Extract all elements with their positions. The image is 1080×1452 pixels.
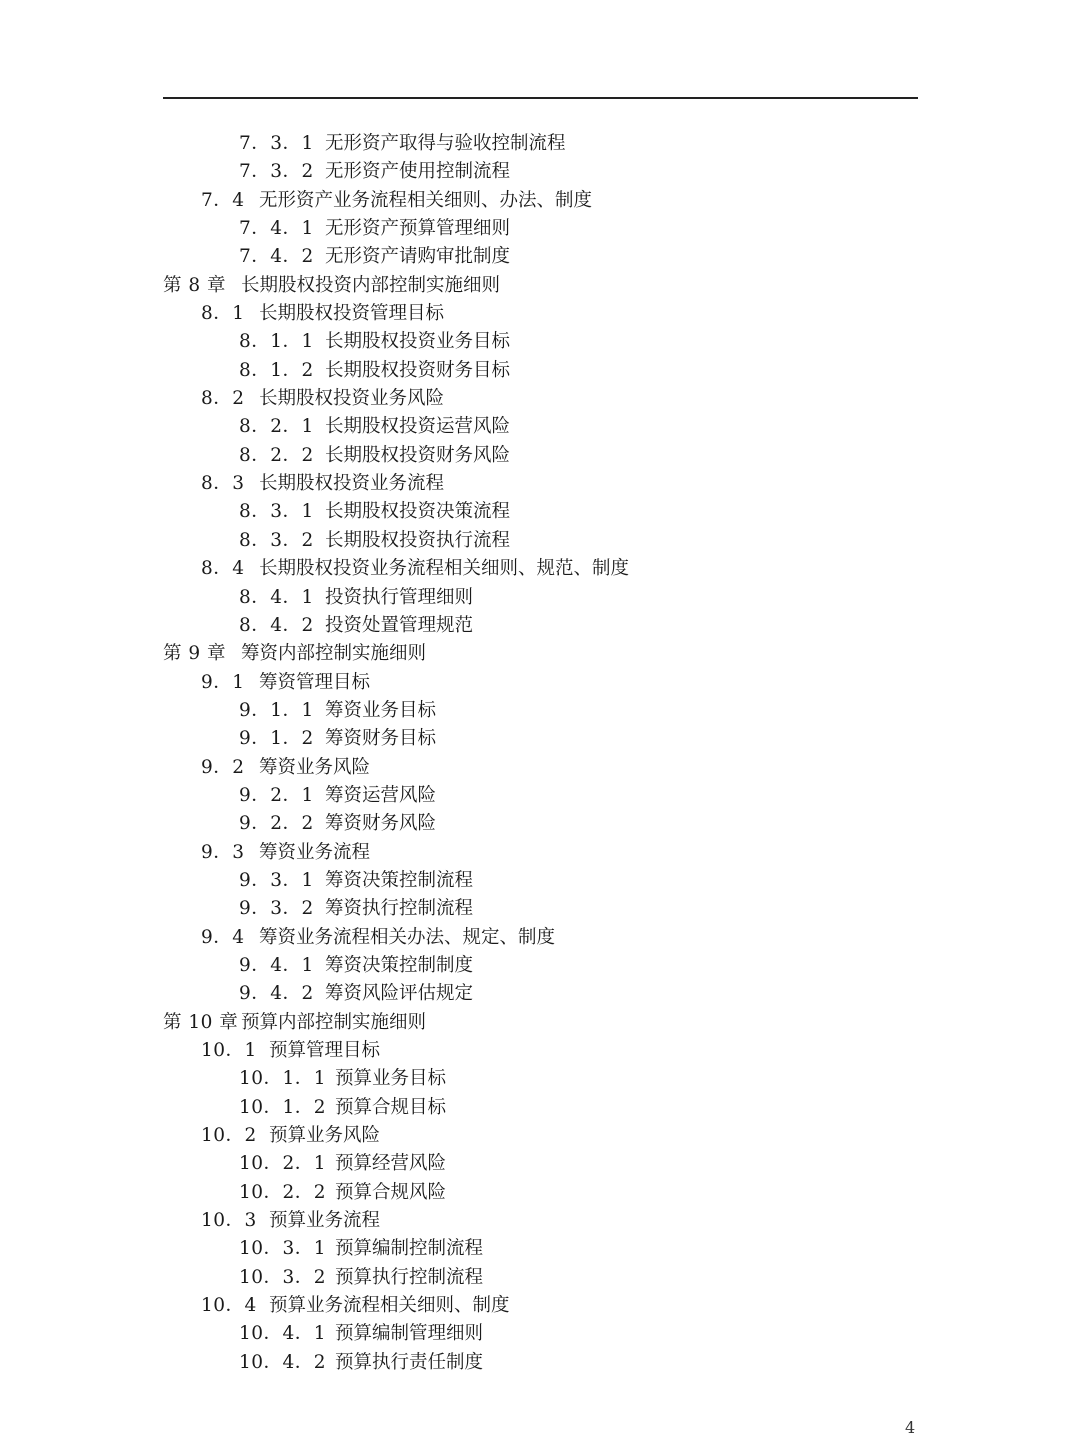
toc-entry-number: 8．2．1	[239, 416, 314, 438]
toc-entry-number: 8．3	[201, 473, 245, 495]
toc-entry-title: 无形资产取得与验收控制流程	[325, 133, 566, 154]
toc-subsection	[0, 1065, 1080, 1093]
toc-subsection	[0, 1179, 1080, 1207]
toc-entry-title: 长期股权投资业务流程	[259, 473, 445, 495]
toc-subsection	[0, 442, 1080, 470]
toc-entry-number: 8．4	[201, 558, 245, 580]
toc-entry-title: 筹资业务风险	[259, 756, 371, 778]
toc-entry-title: 预算内部控制实施细则	[241, 1011, 427, 1033]
toc-entry-number: 10．2	[201, 1125, 257, 1147]
toc-subsection	[0, 584, 1080, 612]
toc-entry-number: 10．3．2	[239, 1266, 327, 1288]
toc-entry-title: 长期股权投资运营风险	[325, 416, 511, 438]
toc-entry-title: 预算执行责任制度	[335, 1351, 484, 1373]
toc-entry-title: 长期股权投资执行流程	[325, 529, 511, 551]
toc-entry-title: 预算执行控制流程	[335, 1266, 484, 1288]
toc-entry-number: 8．3．1	[239, 501, 314, 523]
toc-entry-number: 10．4．1	[239, 1323, 327, 1345]
toc-entry-title: 筹资管理目标	[259, 671, 371, 693]
toc-section	[0, 754, 1080, 782]
toc-entry-number: 7．3．2	[239, 161, 314, 183]
toc-subsection	[0, 1094, 1080, 1122]
toc-entry-number: 10．2．2	[239, 1181, 327, 1203]
toc-entry-title: 长期股权投资业务目标	[325, 331, 511, 353]
toc-entry-title: 长期股权投资业务流程相关细则、规范、制度	[259, 558, 630, 580]
toc-entry-title: 投资执行管理细则	[325, 586, 474, 608]
toc-entry-number: 10．1．1	[239, 1068, 327, 1090]
toc-subsection	[0, 215, 1080, 243]
toc-entry-title: 投资处置管理规范	[325, 614, 474, 636]
toc-subsection	[0, 328, 1080, 356]
toc-subsection	[0, 243, 1080, 271]
toc-entry-number: 10．2．1	[239, 1153, 327, 1175]
toc-entry-title: 筹资财务风险	[325, 813, 437, 835]
toc-chapter	[0, 272, 1080, 300]
toc-entry-title: 预算管理目标	[269, 1040, 381, 1061]
toc-entry-title: 筹资决策控制制度	[325, 954, 474, 976]
toc-subsection	[0, 952, 1080, 980]
toc-subsection	[0, 413, 1080, 441]
toc-entry-number: 9．2	[201, 756, 245, 778]
toc-entry-number: 8．4．2	[239, 614, 314, 636]
toc-entry-number: 10．4．2	[239, 1351, 327, 1373]
toc-subsection	[0, 130, 1080, 158]
toc-subsection	[0, 158, 1080, 186]
toc-subsection	[0, 980, 1080, 1008]
toc-entry-title: 预算编制管理细则	[335, 1323, 484, 1345]
toc-subsection	[0, 725, 1080, 753]
toc-entry-number: 8．1．1	[239, 331, 314, 353]
toc-section	[0, 1207, 1080, 1235]
toc-entry-title: 预算业务目标	[335, 1068, 447, 1090]
toc-entry-number: 8．1	[201, 303, 245, 325]
toc-entry-number: 第 9 章	[163, 643, 227, 665]
toc-entry-number: 7．4．2	[239, 246, 314, 268]
toc-entry-number: 9．4．2	[239, 983, 314, 1005]
toc-entry-title: 预算合规目标	[335, 1096, 447, 1118]
toc-section	[0, 924, 1080, 952]
toc-entry-number: 8．1．2	[239, 359, 314, 381]
toc-entry-title: 长期股权投资决策流程	[325, 501, 511, 523]
toc-entry-title: 无形资产请购审批制度	[325, 246, 511, 268]
toc-section	[0, 300, 1080, 328]
toc-entry-title: 筹资执行控制流程	[325, 898, 474, 920]
toc-subsection	[0, 697, 1080, 725]
toc-entry-title: 预算合规风险	[335, 1181, 447, 1203]
toc-entry-number: 9．1．2	[239, 728, 314, 750]
toc-entry-number: 9．3．2	[239, 898, 314, 920]
toc-subsection	[0, 1320, 1080, 1348]
toc-entry-title: 筹资财务目标	[325, 728, 437, 750]
toc-entry-number: 8．3．2	[239, 529, 314, 551]
toc-entry-title: 长期股权投资财务风险	[325, 444, 511, 466]
toc-entry-number: 7．4	[201, 189, 245, 211]
toc-section	[0, 187, 1080, 215]
toc-entry-number: 9．4．1	[239, 954, 314, 976]
toc-entry-number: 10．1	[201, 1040, 257, 1061]
toc-entry-number: 10．3．1	[239, 1238, 327, 1260]
toc-entry-title: 无形资产使用控制流程	[325, 161, 511, 183]
toc-entry-title: 预算业务风险	[269, 1125, 381, 1147]
toc-entry-title: 筹资运营风险	[325, 784, 437, 806]
toc-entry-number: 第 8 章	[163, 274, 227, 296]
toc-section	[0, 1122, 1080, 1150]
toc-chapter	[0, 1009, 1080, 1037]
toc-section	[0, 385, 1080, 413]
toc-entry-number: 7．4．1	[239, 218, 314, 240]
toc-entry-title: 筹资业务目标	[325, 699, 437, 721]
toc-entry-number: 9．2．1	[239, 784, 314, 806]
toc-subsection	[0, 1349, 1080, 1377]
toc-entry-title: 长期股权投资管理目标	[259, 303, 445, 325]
toc-subsection	[0, 782, 1080, 810]
toc-entry-title: 筹资业务流程相关办法、规定、制度	[259, 926, 556, 948]
toc-entry-title: 预算经营风险	[335, 1153, 447, 1175]
toc-subsection	[0, 1264, 1080, 1292]
toc-subsection	[0, 498, 1080, 526]
header-rule	[163, 97, 918, 99]
toc-subsection	[0, 527, 1080, 555]
toc-section	[0, 839, 1080, 867]
toc-section	[0, 669, 1080, 697]
toc-section	[0, 1037, 1080, 1065]
toc-entry-number: 8．4．1	[239, 586, 314, 608]
toc-subsection	[0, 867, 1080, 895]
toc-entry-title: 筹资业务流程	[259, 841, 371, 863]
toc-entry-number: 8．2．2	[239, 444, 314, 466]
toc-subsection	[0, 1235, 1080, 1263]
toc-subsection	[0, 612, 1080, 640]
toc-entry-number: 10．4	[201, 1295, 257, 1317]
table-of-contents	[0, 130, 1080, 1377]
toc-entry-number: 10．3	[201, 1210, 257, 1232]
toc-entry-number: 10．1．2	[239, 1096, 327, 1118]
toc-chapter	[0, 640, 1080, 668]
toc-entry-title: 筹资风险评估规定	[325, 983, 474, 1005]
toc-entry-title: 长期股权投资内部控制实施细则	[241, 274, 501, 296]
toc-section	[0, 470, 1080, 498]
toc-section	[0, 555, 1080, 583]
toc-entry-title: 预算编制控制流程	[335, 1238, 484, 1260]
toc-entry-number: 9．1	[201, 671, 245, 693]
toc-subsection	[0, 357, 1080, 385]
toc-subsection	[0, 810, 1080, 838]
toc-section	[0, 1292, 1080, 1320]
toc-entry-number: 第 10 章	[163, 1011, 239, 1033]
toc-entry-title: 预算业务流程	[269, 1210, 381, 1232]
toc-entry-number: 9．4	[201, 926, 245, 948]
toc-entry-number: 7．3．1	[239, 133, 314, 154]
toc-entry-number: 9．3	[201, 841, 245, 863]
toc-entry-title: 筹资决策控制流程	[325, 869, 474, 891]
toc-entry-title: 长期股权投资财务目标	[325, 359, 511, 381]
toc-entry-title: 筹资内部控制实施细则	[241, 643, 427, 665]
toc-entry-number: 9．2．2	[239, 813, 314, 835]
toc-subsection	[0, 895, 1080, 923]
toc-entry-title: 无形资产预算管理细则	[325, 218, 511, 240]
toc-subsection	[0, 1150, 1080, 1178]
toc-entry-title: 无形资产业务流程相关细则、办法、制度	[259, 189, 593, 211]
toc-entry-number: 8．2	[201, 388, 245, 410]
toc-entry-number: 9．3．1	[239, 869, 314, 891]
toc-entry-number: 9．1．1	[239, 699, 314, 721]
toc-entry-title: 长期股权投资业务风险	[259, 388, 445, 410]
toc-entry-title: 预算业务流程相关细则、制度	[269, 1295, 510, 1317]
page-number: 4	[905, 1418, 916, 1437]
